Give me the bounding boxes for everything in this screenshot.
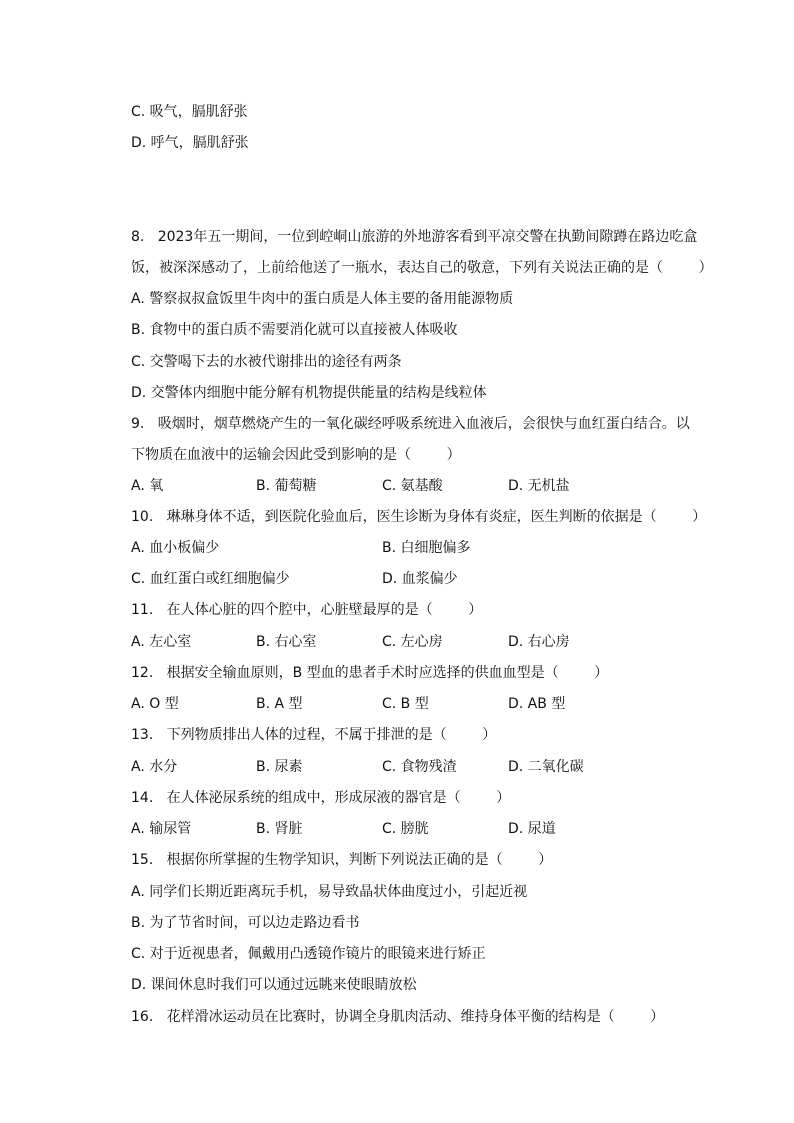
q14-option-d: D. 尿道 (508, 821, 556, 837)
q12-option-d: D. AB 型 (508, 696, 566, 712)
q11-option-a: A. 左心室 (131, 634, 192, 650)
q10-option-d: D. 血浆偏少 (382, 571, 458, 587)
prev-option-d: D. 呼气，膈肌舒张 (131, 135, 249, 151)
q12-option-a: A. O 型 (131, 696, 179, 712)
q8-stem-line1: 8. 2023年五一期间，一位到崆峒山旅游的外地游客看到平凉交警在执勤间隙蹲在路边吃盒 (131, 229, 698, 245)
q15-stem: 15. 根据你所掌握的生物学知识，判断下列说法正确的是（ ） (131, 852, 553, 868)
q9-option-b: B. 葡萄糖 (256, 478, 317, 494)
q15-option-a: A. 同学们长期近距离玩手机，易导致晶状体曲度过小，引起近视 (131, 884, 528, 900)
q13-option-c: C. 食物残渣 (382, 759, 457, 775)
q9-option-a: A. 氧 (131, 478, 164, 494)
q9-option-d: D. 无机盐 (508, 478, 570, 494)
q14-option-c: C. 膀胱 (382, 821, 429, 837)
q15-option-b: B. 为了节省时间，可以边走路边看书 (131, 915, 360, 931)
q14-option-a: A. 输尿管 (131, 821, 192, 837)
q9-stem-line1: 9. 吸烟时，烟草燃烧产生的一氧化碳经呼吸系统进入血液后，会很快与血红蛋白结合。以 (131, 416, 690, 432)
q12-option-c: C. B 型 (382, 696, 429, 712)
q10-option-b: B. 白细胞偏多 (382, 540, 471, 556)
q8-option-b: B. 食物中的蛋白质不需要消化就可以直接被人体吸收 (131, 322, 458, 338)
q9-stem-line2: 下物质在血液中的运输会因此受到影响的是（ ） (131, 447, 461, 463)
q10-stem: 10. 琳琳身体不适，到医院化验血后，医生诊断为身体有炎症，医生判断的依据是（ ） (131, 509, 707, 525)
q8-option-d: D. 交警体内细胞中能分解有机物提供能量的结构是线粒体 (131, 385, 487, 401)
q8-stem-line2: 饭，被深深感动了，上前给他送了一瓶水，表达自己的敬意，下列有关说法正确的是（ ） (131, 260, 713, 276)
q11-stem: 11. 在人体心脏的四个腔中，心脏壁最厚的是（ ） (131, 602, 483, 618)
q15-option-c: C. 对于近视患者，佩戴用凸透镜作镜片的眼镜来进行矫正 (131, 946, 486, 962)
q16-stem: 16. 花样滑冰运动员在比赛时，协调全身肌肉活动、维持身体平衡的结构是（ ） (131, 1009, 665, 1025)
q8-option-a: A. 警察叔叔盒饭里牛肉中的蛋白质是人体主要的备用能源物质 (131, 291, 514, 307)
q12-option-b: B. A 型 (256, 696, 303, 712)
q13-option-a: A. 水分 (131, 759, 178, 775)
q13-option-b: B. 尿素 (256, 759, 303, 775)
q10-option-c: C. 血红蛋白或红细胞偏少 (131, 571, 290, 587)
q10-option-a: A. 血小板偏少 (131, 540, 220, 556)
q11-option-c: C. 左心房 (382, 634, 443, 650)
q9-option-c: C. 氨基酸 (382, 478, 443, 494)
q13-option-d: D. 二氧化碳 (508, 759, 584, 775)
q15-option-d: D. 课间休息时我们可以通过远眺来使眼睛放松 (131, 977, 417, 993)
q14-stem: 14. 在人体泌尿系统的组成中，形成尿液的器官是（ ） (131, 790, 511, 806)
q13-stem: 13. 下列物质排出人体的过程，不属于排泄的是（ ） (131, 727, 497, 743)
q12-stem: 12. 根据安全输血原则，B 型血的患者手术时应选择的供血血型是（ ） (131, 665, 609, 681)
q8-option-c: C. 交警喝下去的水被代谢排出的途径有两条 (131, 354, 402, 370)
q11-option-d: D. 右心房 (508, 634, 570, 650)
prev-option-c: C. 吸气，膈肌舒张 (131, 104, 248, 120)
q14-option-b: B. 肾脏 (256, 821, 303, 837)
q11-option-b: B. 右心室 (256, 634, 317, 650)
